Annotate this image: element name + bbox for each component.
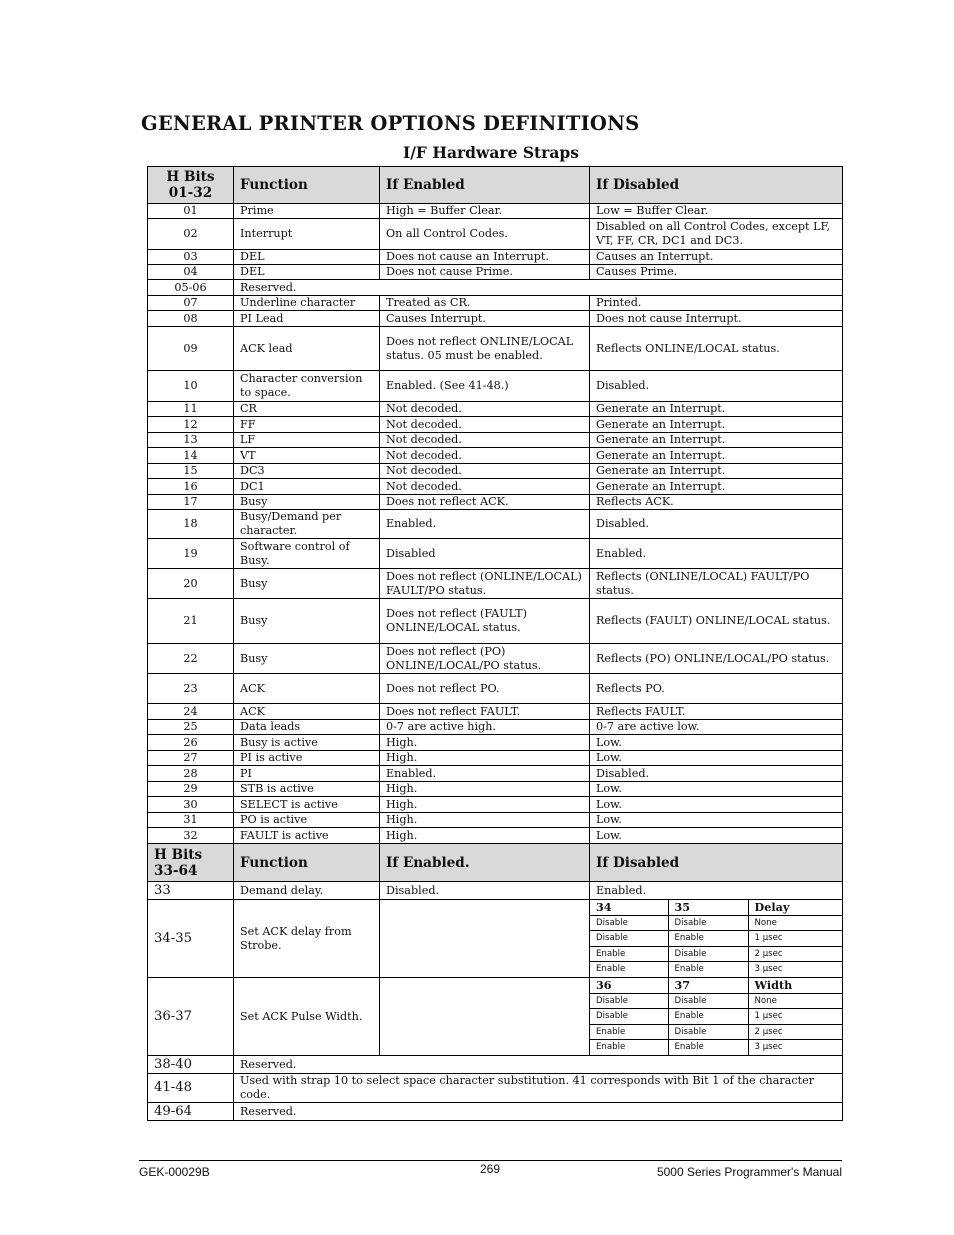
bits-cell: 31	[148, 813, 234, 828]
if-enabled-cell: Treated as CR.	[380, 296, 590, 311]
if-disabled-cell: Reflects PO.	[590, 674, 843, 704]
function-cell: PO is active	[234, 813, 380, 828]
bits-cell: 07	[148, 296, 234, 311]
table-row	[148, 219, 843, 250]
if-enabled-cell: High.	[380, 813, 590, 828]
bits-cell: 24	[148, 704, 234, 720]
bits-cell: 25	[148, 720, 234, 735]
table-row	[148, 250, 843, 265]
table-row	[148, 813, 843, 828]
sub-cell: 3 μsec	[754, 964, 783, 975]
straps-table	[147, 166, 843, 1121]
bits-cell: 36-37	[148, 978, 234, 1056]
sub-cell: Enable	[590, 1024, 668, 1040]
if-disabled-cell: Generate an Interrupt.	[590, 402, 843, 417]
if-enabled-cell: Does not reflect ACK.	[380, 495, 590, 510]
function-cell: Set ACK delay from Strobe.	[234, 900, 380, 978]
sub-cell: Disable	[590, 931, 668, 947]
table-title	[0, 143, 954, 162]
sub-table-row	[590, 1024, 843, 1040]
bits-cell: 01	[148, 204, 234, 219]
if-enabled-cell: High.	[380, 782, 590, 797]
bits-cell: 13	[148, 433, 234, 448]
function-cell: VT	[234, 448, 380, 464]
bits-cell: 32	[148, 828, 234, 844]
function-cell: FAULT is active	[234, 828, 380, 844]
bits-cell: 16	[148, 479, 234, 495]
if-enabled-cell: Causes Interrupt.	[380, 311, 590, 327]
sub-header-cell: Delay	[748, 900, 843, 915]
table-row	[148, 766, 843, 782]
sub-cell: None	[748, 993, 843, 1009]
if-disabled-cell: Reflects FAULT.	[590, 704, 843, 720]
table-row	[148, 882, 843, 900]
if-disabled-cell: Reflects ACK.	[590, 495, 843, 510]
function-cell: DC1	[234, 479, 380, 495]
if-enabled-cell: High.	[380, 797, 590, 813]
function-cell: Character conversion to space.	[234, 371, 380, 402]
if-disabled-cell: Causes Prime.	[590, 265, 843, 280]
if-enabled-cell: Not decoded.	[380, 479, 590, 495]
table-row	[148, 1074, 843, 1103]
function-cell: Underline character	[234, 296, 380, 311]
sub-header-cell: 35	[668, 900, 748, 915]
sub-cell: Enable	[668, 1040, 748, 1055]
sub-cell: 1 μsec	[748, 931, 843, 947]
function-cell: Busy	[234, 644, 380, 674]
bits-cell: 18	[148, 510, 234, 539]
table-row	[148, 464, 843, 479]
table-row	[148, 296, 843, 311]
function-cell: PI Lead	[234, 311, 380, 327]
table-row	[148, 797, 843, 813]
function-cell: DC3	[234, 464, 380, 479]
function-cell: PI	[234, 766, 380, 782]
if-enabled-cell: 0-7 are active high.	[380, 720, 590, 735]
bits-cell: 12	[148, 417, 234, 433]
sub-header-cell: 37	[668, 978, 748, 993]
sub-table-row	[590, 1009, 843, 1025]
table-row	[148, 479, 843, 495]
function-cell: Busy/Demand per character.	[234, 510, 380, 539]
sub-cell: 1 μsec	[748, 1009, 843, 1025]
table-row	[148, 1056, 843, 1074]
table-row	[148, 417, 843, 433]
table-row	[148, 327, 843, 371]
sub-table-row	[590, 993, 843, 1009]
function-cell: Reserved.	[234, 280, 843, 296]
if-enabled-cell	[380, 978, 590, 1056]
if-enabled-cell: Enabled. (See 41-48.)	[380, 371, 590, 402]
footer-divider	[139, 1160, 842, 1161]
bits-cell: 49-64	[148, 1103, 234, 1121]
bits-cell: 15	[148, 464, 234, 479]
bits-cell: 28	[148, 766, 234, 782]
function-cell: Reserved.	[234, 1056, 843, 1074]
if-disabled-cell: Low.	[590, 813, 843, 828]
sub-cell: Enable	[590, 962, 668, 977]
if-enabled-cell: High.	[380, 751, 590, 766]
sub-cell: Enable	[668, 962, 748, 977]
table-row	[148, 735, 843, 751]
if-disabled-cell: Causes an Interrupt.	[590, 250, 843, 265]
function-cell: CR	[234, 402, 380, 417]
header-function: Function	[234, 167, 380, 204]
function-cell: Busy is active	[234, 735, 380, 751]
table-row	[148, 751, 843, 766]
if-enabled-cell: Does not cause an Interrupt.	[380, 250, 590, 265]
sub-cell: Enable	[590, 1040, 668, 1055]
function-cell: LF	[234, 433, 380, 448]
function-cell: Prime	[234, 204, 380, 219]
footer-page-number-text: 269	[479, 1162, 501, 1176]
table-row	[148, 495, 843, 510]
sub-table-row	[590, 915, 843, 931]
if-enabled-cell: Does not reflect ONLINE/LOCAL status. 05 must be enabled.	[380, 327, 590, 371]
function-cell: Busy	[234, 599, 380, 644]
if-disabled-cell: Reflects (FAULT) ONLINE/LOCAL status.	[590, 599, 843, 644]
if-enabled-cell: Disabled	[380, 539, 590, 569]
header-hbits: H Bits 01-32	[148, 167, 234, 204]
bits-cell: 38-40	[148, 1056, 234, 1074]
sub-cell: Enable	[590, 946, 668, 962]
sub-cell: Disable	[668, 993, 748, 1009]
if-disabled-cell: Disabled on all Control Codes, except LF, VT, FF, CR, DC1 and DC3.	[590, 219, 843, 250]
table-header-row-2	[148, 844, 843, 882]
if-disabled-cell: Enabled.	[590, 882, 843, 900]
if-enabled-cell: High.	[380, 735, 590, 751]
if-enabled-cell: Disabled.	[380, 882, 590, 900]
sub-table-header-row	[590, 900, 843, 915]
if-enabled-cell: High.	[380, 828, 590, 844]
table-title-text: I/F Hardware Straps	[403, 143, 579, 162]
if-disabled-cell: Generate an Interrupt.	[590, 417, 843, 433]
if-disabled-cell	[590, 900, 843, 978]
bits-cell: 04	[148, 265, 234, 280]
sub-table-header-row	[590, 978, 843, 993]
table-row	[148, 674, 843, 704]
if-enabled-cell: Not decoded.	[380, 417, 590, 433]
if-disabled-cell: Reflects (PO) ONLINE/LOCAL/PO status.	[590, 644, 843, 674]
sub-table	[590, 900, 843, 977]
bits-cell: 41-48	[148, 1074, 234, 1103]
if-disabled-cell: Disabled.	[590, 766, 843, 782]
header-hbits: H Bits 33-64	[148, 844, 234, 882]
bits-cell: 34-35	[148, 900, 234, 978]
sub-cell: 2 μsec	[748, 946, 843, 962]
if-disabled-cell: Generate an Interrupt.	[590, 448, 843, 464]
footer-manual-title: 5000 Series Programmer's Manual	[656, 1165, 842, 1179]
if-enabled-cell: Does not reflect (PO) ONLINE/LOCAL/PO status.	[380, 644, 590, 674]
sub-table-row	[590, 962, 843, 977]
table-row	[148, 448, 843, 464]
bits-cell: 19	[148, 539, 234, 569]
if-enabled-cell: Does not reflect (FAULT) ONLINE/LOCAL status.	[380, 599, 590, 644]
table-row-group	[148, 978, 843, 1056]
table-row	[148, 720, 843, 735]
if-disabled-cell: Printed.	[590, 296, 843, 311]
if-disabled-cell: Enabled.	[590, 539, 843, 569]
table-row	[148, 280, 843, 296]
if-disabled-cell: Low = Buffer Clear.	[590, 204, 843, 219]
bits-cell: 02	[148, 219, 234, 250]
sub-header-cell: 34	[590, 900, 668, 915]
function-cell: FF	[234, 417, 380, 433]
sub-cell: Enable	[668, 931, 748, 947]
if-enabled-cell: Does not cause Prime.	[380, 265, 590, 280]
table-row	[148, 433, 843, 448]
bits-cell: 21	[148, 599, 234, 644]
if-enabled-cell: Not decoded.	[380, 464, 590, 479]
table-row	[148, 371, 843, 402]
if-enabled-cell: Not decoded.	[380, 402, 590, 417]
if-enabled-cell: Not decoded.	[380, 433, 590, 448]
sub-table	[590, 978, 843, 1055]
function-cell: Interrupt	[234, 219, 380, 250]
if-disabled-cell: Low.	[590, 735, 843, 751]
if-disabled-cell: Reflects ONLINE/LOCAL status.	[590, 327, 843, 371]
sub-cell: Disable	[668, 915, 748, 931]
table-row	[148, 311, 843, 327]
bits-cell: 10	[148, 371, 234, 402]
function-cell: PI is active	[234, 751, 380, 766]
if-disabled-cell: Reflects (ONLINE/LOCAL) FAULT/PO status.	[590, 569, 843, 599]
header-if-enabled: If Enabled	[380, 167, 590, 204]
table-row	[148, 204, 843, 219]
table-row	[148, 644, 843, 674]
if-disabled-cell: Does not cause Interrupt.	[590, 311, 843, 327]
table-row	[148, 569, 843, 599]
table-row	[148, 599, 843, 644]
sub-cell: Enable	[668, 1009, 748, 1025]
sub-header-cell: Width	[748, 978, 843, 993]
if-disabled-cell: Low.	[590, 828, 843, 844]
bits-cell: 03	[148, 250, 234, 265]
table-header-row	[148, 167, 843, 204]
bits-cell: 11	[148, 402, 234, 417]
sub-cell: 2 μsec	[748, 1024, 843, 1040]
function-cell: Demand delay.	[234, 882, 380, 900]
sub-header-cell: 36	[590, 978, 668, 993]
straps-table-body	[148, 167, 843, 1121]
function-cell: DEL	[234, 250, 380, 265]
function-cell: SELECT is active	[234, 797, 380, 813]
if-enabled-cell: Does not reflect (ONLINE/LOCAL) FAULT/PO status.	[380, 569, 590, 599]
bits-cell: 30	[148, 797, 234, 813]
bits-cell: 26	[148, 735, 234, 751]
sub-cell: Disable	[668, 946, 748, 962]
if-disabled-cell	[590, 978, 843, 1056]
if-enabled-cell: Does not reflect PO.	[380, 674, 590, 704]
if-enabled-cell: Enabled.	[380, 510, 590, 539]
if-enabled-cell: Enabled.	[380, 766, 590, 782]
sub-cell: Disable	[590, 1009, 668, 1025]
function-cell: Busy	[234, 495, 380, 510]
bits-cell: 22	[148, 644, 234, 674]
if-disabled-cell: Low.	[590, 751, 843, 766]
table-row	[148, 539, 843, 569]
footer-doc-number: GEK-00029B	[139, 1165, 210, 1179]
table-row	[148, 265, 843, 280]
header-if-enabled: If Enabled.	[380, 844, 590, 882]
if-disabled-cell: 0-7 are active low.	[590, 720, 843, 735]
header-function: Function	[234, 844, 380, 882]
bits-cell: 33	[148, 882, 234, 900]
sub-cell: Disable	[668, 1024, 748, 1040]
function-cell: Reserved.	[234, 1103, 843, 1121]
bits-cell: 14	[148, 448, 234, 464]
bits-cell: 17	[148, 495, 234, 510]
table-row	[148, 782, 843, 797]
bits-cell: 09	[148, 327, 234, 371]
sub-cell: None	[748, 915, 843, 931]
function-cell: STB is active	[234, 782, 380, 797]
bits-cell: 27	[148, 751, 234, 766]
function-cell: ACK	[234, 704, 380, 720]
bits-cell: 29	[148, 782, 234, 797]
sub-cell: Disable	[590, 915, 668, 931]
sub-table-row	[590, 931, 843, 947]
function-cell: ACK lead	[234, 327, 380, 371]
bits-cell: 23	[148, 674, 234, 704]
if-disabled-cell: Generate an Interrupt.	[590, 433, 843, 448]
function-cell: DEL	[234, 265, 380, 280]
sub-cell: 3 μsec	[754, 1042, 783, 1053]
if-disabled-cell: Generate an Interrupt.	[590, 479, 843, 495]
function-cell: Used with strap 10 to select space character substitution. 41 corresponds with Bit 1 of the character code.	[234, 1074, 843, 1103]
table-row-group	[148, 900, 843, 978]
sub-table-row	[590, 946, 843, 962]
function-cell: Busy	[234, 569, 380, 599]
function-cell: ACK	[234, 674, 380, 704]
bits-cell: 20	[148, 569, 234, 599]
header-if-disabled: If Disabled	[590, 167, 843, 204]
table-row	[148, 828, 843, 844]
function-cell: Set ACK Pulse Width.	[234, 978, 380, 1056]
if-enabled-cell: High = Buffer Clear.	[380, 204, 590, 219]
sub-cell: Disable	[590, 993, 668, 1009]
page-title: GENERAL PRINTER OPTIONS DEFINITIONS	[141, 112, 640, 135]
if-disabled-cell: Disabled.	[590, 510, 843, 539]
if-enabled-cell: On all Control Codes.	[380, 219, 590, 250]
if-disabled-cell: Disabled.	[590, 371, 843, 402]
if-enabled-cell	[380, 900, 590, 978]
if-disabled-cell: Generate an Interrupt.	[590, 464, 843, 479]
bits-cell: 05-06	[148, 280, 234, 296]
table-row	[148, 704, 843, 720]
if-disabled-cell: Low.	[590, 782, 843, 797]
table-row	[148, 510, 843, 539]
if-enabled-cell: Does not reflect FAULT.	[380, 704, 590, 720]
table-row	[148, 1103, 843, 1121]
header-if-disabled: If Disabled	[590, 844, 843, 882]
function-cell: Software control of Busy.	[234, 539, 380, 569]
if-enabled-cell: Not decoded.	[380, 448, 590, 464]
sub-table-row	[590, 1040, 843, 1055]
if-disabled-cell: Low.	[590, 797, 843, 813]
function-cell: Data leads	[234, 720, 380, 735]
table-row	[148, 402, 843, 417]
bits-cell: 08	[148, 311, 234, 327]
